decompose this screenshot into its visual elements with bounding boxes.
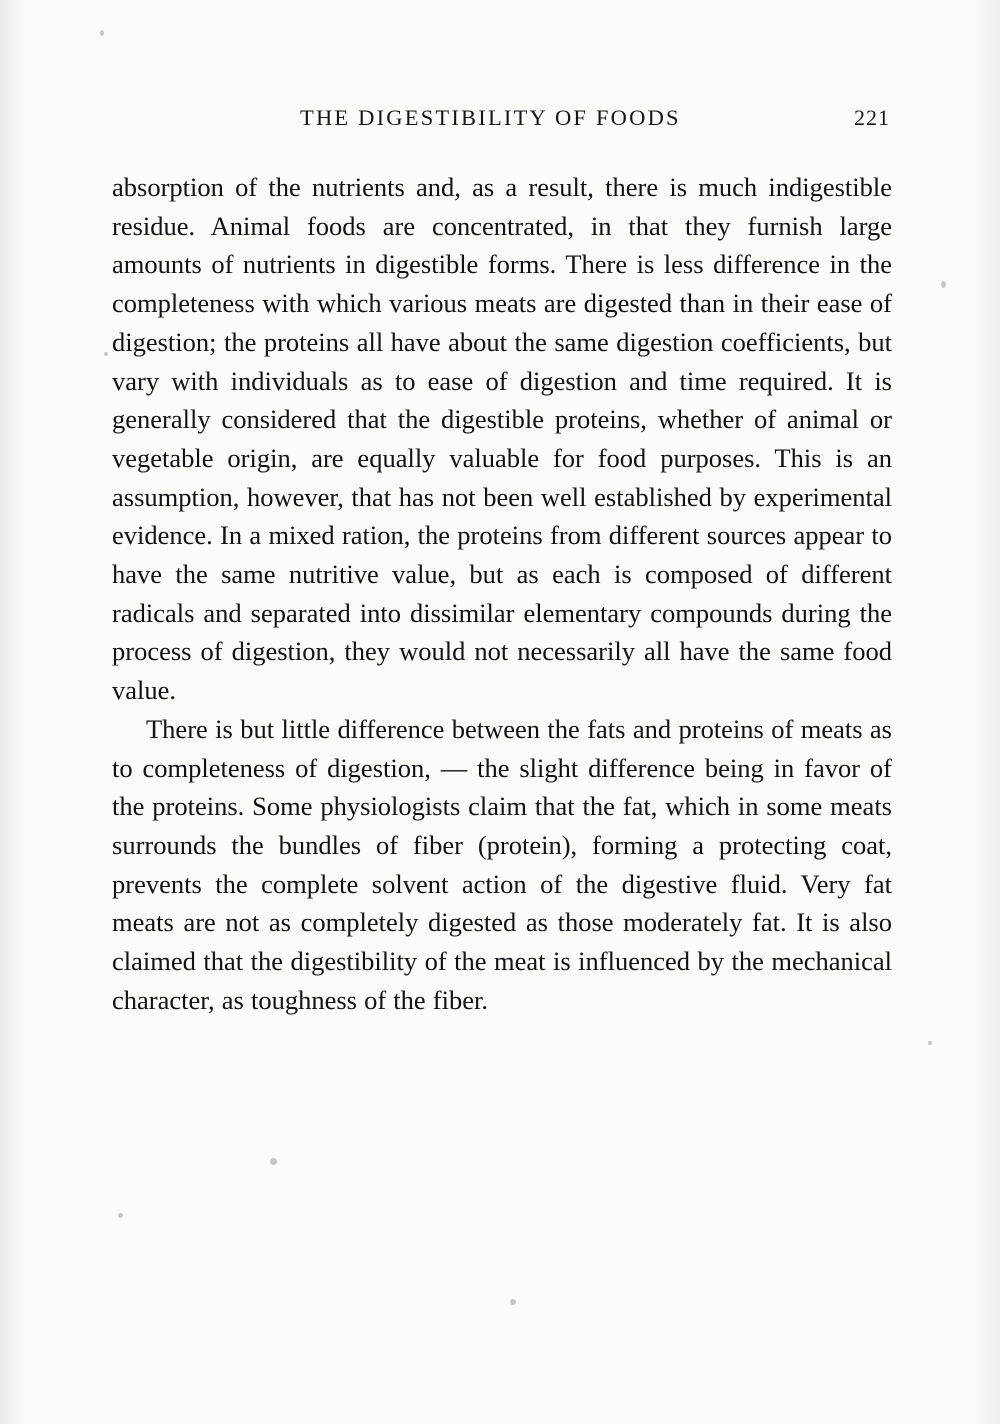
page-header: [110, 105, 890, 131]
scan-speck: [928, 1041, 932, 1045]
page-edge-shadow-right: [974, 0, 1000, 1424]
scan-speck: [941, 281, 946, 288]
scan-speck: [104, 352, 108, 356]
scan-speck: [510, 1299, 516, 1305]
page-edge-shadow-left: [0, 0, 26, 1424]
page-number: 221: [854, 105, 890, 130]
body-text-column: [112, 168, 892, 1019]
scan-speck: [270, 1158, 277, 1165]
paragraph: There is but little difference between the fats and proteins of meats as to completeness of digestion, — the slight difference being in favor of the proteins. Some physiologists claim that the fat, which in some meats surrounds the bundles of fiber (protein), forming a protecting coat, prevents the complete solvent action of the digestive fluid. Very fat meats are not as completely digested as those moderately fat. It is also claimed that the digestibility of the meat is influenced by the mechanical character, as toughness of the fiber.: [112, 713, 892, 1015]
paragraph: absorption of the nutrients and, as a result, there is much indigestible residue. Animal foods are concentrated, in that they furnish large amounts of nutrients in digestible forms. There is less difference in the completeness with which various meats are digested than in their ease of digestion; the proteins all have about the same digestion coefficients, but vary with individuals as to ease of digestion and time required. It is generally considered that the digestible proteins, whether of animal or vegetable origin, are equally valuable for food purposes. This is an assumption, however, that has not been well established by experimental evidence. In a mixed ration, the proteins from different sources appear to have the same nutritive value, but as each is composed of different radicals and separated into dissimilar elementary compounds during the process of digestion, they would not necessarily all have the same food value.: [112, 172, 892, 706]
scan-speck: [118, 1213, 123, 1218]
running-title: THE DIGESTIBILITY OF FOODS: [300, 105, 681, 130]
scan-speck: [100, 30, 104, 36]
